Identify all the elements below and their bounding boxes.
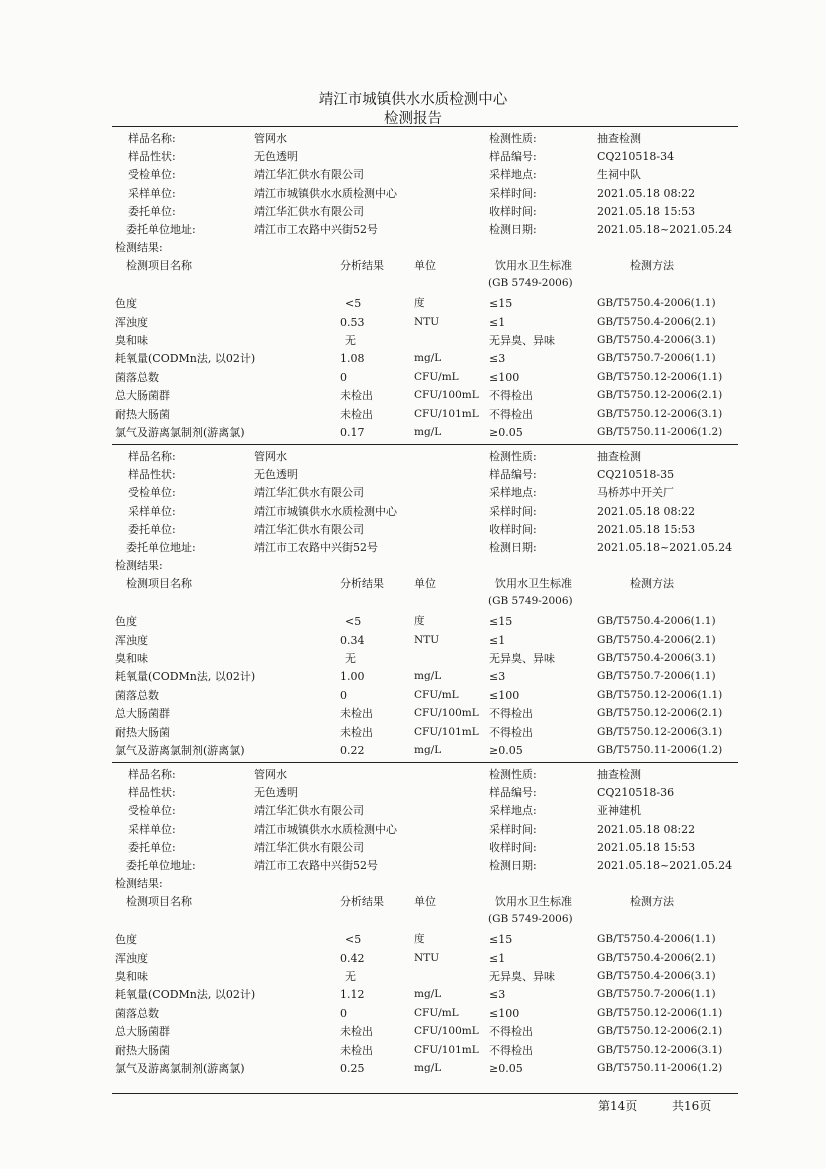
column-header-result: 分析结果 — [340, 259, 384, 273]
item-unit: CFU/100mL — [414, 389, 479, 402]
item-unit: NTU — [414, 633, 440, 646]
label-test-nature: 检测性质: — [489, 450, 537, 463]
item-method: GB/T5750.11-2006(1.2) — [597, 1062, 723, 1074]
item-result: <5 — [345, 297, 362, 311]
item-name: 臭和味 — [115, 652, 148, 665]
item-unit: NTU — [414, 315, 440, 328]
results-label: 检测结果: — [115, 241, 163, 255]
item-unit: 度 — [414, 297, 425, 310]
item-standard: ≤1 — [489, 951, 506, 965]
item-standard: ≤3 — [489, 670, 506, 684]
item-result: 0 — [340, 370, 347, 384]
item-name: 臭和味 — [115, 334, 148, 347]
item-method: GB/T5750.11-2006(1.2) — [597, 744, 723, 756]
item-standard: ≥0.05 — [489, 1062, 523, 1075]
column-header-standard-ref: (GB 5749-2006) — [488, 277, 573, 290]
item-name: 色度 — [115, 615, 137, 629]
item-name: 耐热大肠菌 — [115, 725, 170, 739]
item-result: 未检出 — [340, 707, 373, 721]
label-sampling-site: 采样地点: — [489, 804, 537, 818]
results-label: 检测结果: — [115, 559, 163, 573]
item-result: 0.53 — [340, 315, 365, 329]
item-result: 1.12 — [340, 988, 365, 1002]
item-standard: 不得检出 — [489, 707, 533, 721]
item-standard: ≤1 — [489, 633, 506, 647]
value-sampling-site: 马桥苏中开关厂 — [597, 486, 674, 500]
label-sample-state: 样品性状: — [128, 150, 176, 164]
value-sample-name: 管网水 — [254, 450, 287, 463]
column-header-standard: 饮用水卫生标准 — [495, 577, 572, 591]
item-result: 无 — [345, 652, 356, 665]
column-header-item: 检测项目名称 — [126, 577, 192, 591]
item-result: 0.25 — [340, 1062, 365, 1075]
item-result: 未检出 — [340, 725, 373, 739]
item-standard: 不得检出 — [489, 1043, 533, 1057]
item-method: GB/T5750.12-2006(3.1) — [597, 1043, 723, 1056]
column-header-unit: 单位 — [414, 577, 436, 591]
item-result: 未检出 — [340, 389, 373, 403]
item-method: GB/T5750.12-2006(1.1) — [597, 370, 723, 383]
value-entrust-address: 靖江市工农路中兴街52号 — [254, 541, 378, 554]
label-sample-no: 样品编号: — [489, 786, 537, 800]
item-standard: ≤100 — [489, 370, 520, 384]
value-sample-state: 无色透明 — [254, 150, 298, 164]
value-sampling-site: 亚神建机 — [597, 804, 641, 818]
value-test-date: 2021.05.18~2021.05.24 — [597, 859, 733, 872]
item-unit: mg/L — [414, 988, 442, 1001]
item-result: 0.34 — [340, 633, 365, 647]
value-sampling-time: 2021.05.18 08:22 — [597, 822, 696, 836]
item-name: 耗氧量(CODMn法, 以02计) — [115, 352, 256, 366]
label-sample-name: 样品名称: — [128, 132, 176, 145]
item-result: 0.42 — [340, 951, 365, 965]
item-name: 浑浊度 — [115, 951, 148, 965]
report-title: 检测报告 — [384, 111, 442, 127]
section-rule — [112, 444, 738, 445]
value-test-date: 2021.05.18~2021.05.24 — [597, 223, 733, 236]
item-result: 未检出 — [340, 1043, 373, 1057]
item-result: 0 — [340, 1006, 347, 1020]
value-sample-name: 管网水 — [254, 768, 287, 781]
item-unit: mg/L — [414, 670, 442, 683]
label-inspected-unit: 受检单位: — [128, 804, 176, 818]
value-sampling-unit: 靖江市城镇供水水质检测中心 — [254, 822, 397, 836]
item-method: GB/T5750.4-2006(2.1) — [597, 633, 716, 646]
item-unit: CFU/101mL — [414, 1043, 479, 1056]
item-method: GB/T5750.7-2006(1.1) — [597, 352, 716, 365]
item-method: GB/T5750.12-2006(1.1) — [597, 688, 723, 701]
item-unit: CFU/101mL — [414, 725, 479, 738]
value-sampling-unit: 靖江市城镇供水水质检测中心 — [254, 186, 397, 200]
item-result: 0 — [340, 688, 347, 702]
item-name: 色度 — [115, 297, 137, 311]
label-entrust-unit: 委托单位: — [128, 522, 176, 536]
item-standard: ≤100 — [489, 1006, 520, 1020]
label-receive-time: 收样时间: — [489, 204, 537, 218]
item-name: 耗氧量(CODMn法, 以02计) — [115, 670, 256, 684]
item-standard: 不得检出 — [489, 389, 533, 403]
item-method: GB/T5750.4-2006(3.1) — [597, 334, 716, 346]
value-inspected-unit: 靖江华汇供水有限公司 — [254, 168, 364, 182]
item-unit: mg/L — [414, 426, 442, 438]
item-name: 氯气及游离氯制剂(游离氯) — [115, 1062, 245, 1075]
value-entrust-unit: 靖江华汇供水有限公司 — [254, 204, 364, 218]
label-test-nature: 检测性质: — [489, 132, 537, 145]
value-sampling-time: 2021.05.18 08:22 — [597, 504, 696, 518]
item-standard: ≥0.05 — [489, 426, 523, 439]
value-receive-time: 2021.05.18 15:53 — [597, 522, 696, 536]
item-name: 总大肠菌群 — [115, 1025, 170, 1039]
item-unit: CFU/101mL — [414, 407, 479, 420]
label-entrust-address: 委托单位地址: — [126, 541, 196, 554]
value-entrust-address: 靖江市工农路中兴街52号 — [254, 223, 378, 236]
item-name: 总大肠菌群 — [115, 389, 170, 403]
item-method: GB/T5750.7-2006(1.1) — [597, 670, 716, 683]
label-test-date: 检测日期: — [489, 223, 537, 236]
value-sample-state: 无色透明 — [254, 468, 298, 482]
item-unit: CFU/100mL — [414, 707, 479, 720]
item-unit: CFU/mL — [414, 370, 459, 383]
item-name: 浑浊度 — [115, 315, 148, 329]
item-name: 总大肠菌群 — [115, 707, 170, 721]
item-method: GB/T5750.12-2006(3.1) — [597, 725, 723, 738]
item-standard: ≤3 — [489, 352, 506, 366]
item-unit: CFU/mL — [414, 1006, 459, 1019]
label-sampling-time: 采样时间: — [489, 186, 537, 200]
label-receive-time: 收样时间: — [489, 522, 537, 536]
item-name: 浑浊度 — [115, 633, 148, 647]
item-name: 菌落总数 — [115, 370, 159, 384]
label-sampling-time: 采样时间: — [489, 822, 537, 836]
item-method: GB/T5750.12-2006(2.1) — [597, 1025, 723, 1038]
item-result: 0.17 — [340, 426, 365, 439]
item-name: 耐热大肠菌 — [115, 1043, 170, 1057]
label-sampling-unit: 采样单位: — [128, 822, 176, 836]
column-header-standard: 饮用水卫生标准 — [495, 259, 572, 273]
label-sample-no: 样品编号: — [489, 150, 537, 164]
item-standard: ≤1 — [489, 315, 506, 329]
item-result: <5 — [345, 933, 362, 947]
item-unit: mg/L — [414, 744, 442, 756]
label-test-nature: 检测性质: — [489, 768, 537, 781]
label-entrust-address: 委托单位地址: — [126, 223, 196, 236]
item-name: 菌落总数 — [115, 688, 159, 702]
item-result: <5 — [345, 615, 362, 629]
item-result: 未检出 — [340, 407, 373, 421]
item-unit: NTU — [414, 951, 440, 964]
value-test-nature: 抽查检测 — [597, 132, 641, 145]
label-receive-time: 收样时间: — [489, 840, 537, 854]
value-test-nature: 抽查检测 — [597, 768, 641, 781]
label-entrust-unit: 委托单位: — [128, 840, 176, 854]
label-sampling-site: 采样地点: — [489, 486, 537, 500]
item-standard: ≤15 — [489, 615, 513, 629]
item-result: 未检出 — [340, 1025, 373, 1039]
value-entrust-address: 靖江市工农路中兴街52号 — [254, 859, 378, 872]
item-method: GB/T5750.4-2006(3.1) — [597, 970, 716, 982]
value-entrust-unit: 靖江华汇供水有限公司 — [254, 840, 364, 854]
value-sample-state: 无色透明 — [254, 786, 298, 800]
item-result: 无 — [345, 970, 356, 983]
value-sample-name: 管网水 — [254, 132, 287, 145]
value-receive-time: 2021.05.18 15:53 — [597, 204, 696, 218]
column-header-standard-ref: (GB 5749-2006) — [488, 595, 573, 608]
results-label: 检测结果: — [115, 877, 163, 891]
item-standard: ≤100 — [489, 688, 520, 702]
item-standard: 不得检出 — [489, 407, 533, 421]
item-standard: 无异臭、异味 — [489, 652, 555, 665]
item-method: GB/T5750.12-2006(1.1) — [597, 1006, 723, 1019]
item-method: GB/T5750.12-2006(2.1) — [597, 389, 723, 402]
value-test-date: 2021.05.18~2021.05.24 — [597, 541, 733, 554]
label-sample-no: 样品编号: — [489, 468, 537, 482]
label-sample-state: 样品性状: — [128, 786, 176, 800]
item-name: 氯气及游离氯制剂(游离氯) — [115, 744, 245, 757]
label-test-date: 检测日期: — [489, 541, 537, 554]
item-standard: ≤3 — [489, 988, 506, 1002]
item-method: GB/T5750.4-2006(1.1) — [597, 297, 716, 310]
column-header-item: 检测项目名称 — [126, 259, 192, 273]
item-method: GB/T5750.4-2006(2.1) — [597, 951, 716, 964]
page-number: 第14页 — [598, 1099, 638, 1113]
footer-rule — [112, 1093, 738, 1094]
column-header-method: 检测方法 — [630, 259, 674, 273]
item-standard: 无异臭、异味 — [489, 970, 555, 983]
item-standard: 不得检出 — [489, 725, 533, 739]
label-sampling-site: 采样地点: — [489, 168, 537, 182]
column-header-method: 检测方法 — [630, 895, 674, 909]
item-name: 耗氧量(CODMn法, 以02计) — [115, 988, 256, 1002]
item-standard: ≤15 — [489, 933, 513, 947]
item-name: 臭和味 — [115, 970, 148, 983]
value-inspected-unit: 靖江华汇供水有限公司 — [254, 486, 364, 500]
column-header-item: 检测项目名称 — [126, 895, 192, 909]
column-header-unit: 单位 — [414, 895, 436, 909]
label-sampling-unit: 采样单位: — [128, 186, 176, 200]
item-result: 无 — [345, 334, 356, 347]
label-entrust-address: 委托单位地址: — [126, 859, 196, 872]
page-total: 共16页 — [672, 1099, 712, 1113]
column-header-method: 检测方法 — [630, 577, 674, 591]
item-name: 菌落总数 — [115, 1006, 159, 1020]
value-sample-no: CQ210518-34 — [597, 150, 675, 164]
item-method: GB/T5750.12-2006(2.1) — [597, 707, 723, 720]
org-title: 靖江市城镇供水水质检测中心 — [318, 92, 508, 108]
value-inspected-unit: 靖江华汇供水有限公司 — [254, 804, 364, 818]
value-entrust-unit: 靖江华汇供水有限公司 — [254, 522, 364, 536]
item-unit: CFU/mL — [414, 688, 459, 701]
label-inspected-unit: 受检单位: — [128, 168, 176, 182]
item-method: GB/T5750.12-2006(3.1) — [597, 407, 723, 420]
value-test-nature: 抽查检测 — [597, 450, 641, 463]
item-result: 1.00 — [340, 670, 365, 684]
label-sample-name: 样品名称: — [128, 768, 176, 781]
label-sample-name: 样品名称: — [128, 450, 176, 463]
item-unit: 度 — [414, 933, 425, 946]
value-sample-no: CQ210518-36 — [597, 786, 675, 800]
item-method: GB/T5750.4-2006(3.1) — [597, 652, 716, 664]
item-method: GB/T5750.7-2006(1.1) — [597, 988, 716, 1001]
section-rule — [112, 762, 738, 763]
label-test-date: 检测日期: — [489, 859, 537, 872]
label-entrust-unit: 委托单位: — [128, 204, 176, 218]
item-method: GB/T5750.4-2006(2.1) — [597, 315, 716, 328]
item-unit: CFU/100mL — [414, 1025, 479, 1038]
item-standard: ≤15 — [489, 297, 513, 311]
item-method: GB/T5750.4-2006(1.1) — [597, 615, 716, 628]
item-method: GB/T5750.11-2006(1.2) — [597, 426, 723, 438]
section-rule — [112, 126, 738, 127]
item-name: 氯气及游离氯制剂(游离氯) — [115, 426, 245, 439]
value-sampling-time: 2021.05.18 08:22 — [597, 186, 696, 200]
item-name: 耐热大肠菌 — [115, 407, 170, 421]
label-inspected-unit: 受检单位: — [128, 486, 176, 500]
item-method: GB/T5750.4-2006(1.1) — [597, 933, 716, 946]
column-header-result: 分析结果 — [340, 577, 384, 591]
value-receive-time: 2021.05.18 15:53 — [597, 840, 696, 854]
item-result: 0.22 — [340, 744, 365, 757]
item-standard: ≥0.05 — [489, 744, 523, 757]
item-unit: mg/L — [414, 352, 442, 365]
item-standard: 不得检出 — [489, 1025, 533, 1039]
item-unit: mg/L — [414, 1062, 442, 1074]
value-sampling-site: 生祠中队 — [597, 168, 641, 182]
column-header-standard-ref: (GB 5749-2006) — [488, 913, 573, 926]
value-sample-no: CQ210518-35 — [597, 468, 675, 482]
column-header-unit: 单位 — [414, 259, 436, 273]
item-standard: 无异臭、异味 — [489, 334, 555, 347]
item-unit: 度 — [414, 615, 425, 628]
item-result: 1.08 — [340, 352, 365, 366]
column-header-standard: 饮用水卫生标准 — [495, 895, 572, 909]
label-sampling-unit: 采样单位: — [128, 504, 176, 518]
label-sampling-time: 采样时间: — [489, 504, 537, 518]
column-header-result: 分析结果 — [340, 895, 384, 909]
value-sampling-unit: 靖江市城镇供水水质检测中心 — [254, 504, 397, 518]
label-sample-state: 样品性状: — [128, 468, 176, 482]
item-name: 色度 — [115, 933, 137, 947]
